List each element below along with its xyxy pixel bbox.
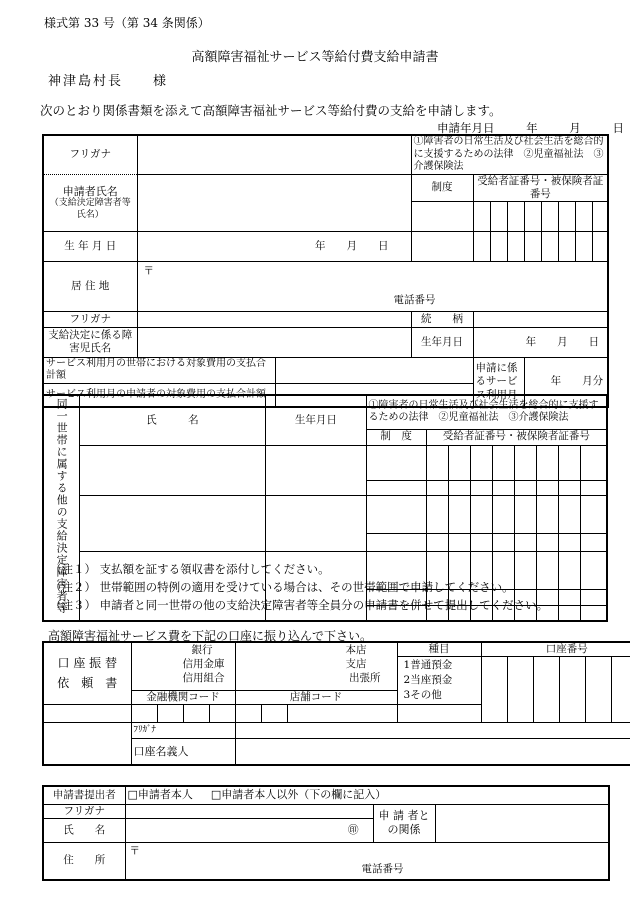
applicant-name-sublabel: （支給決定障害者等氏名） (49, 198, 131, 220)
applicant-seido-field-2[interactable] (411, 231, 473, 261)
household-name-label: 氏 名 (79, 395, 266, 445)
applicant-cert-label: 受給者証番号・被保険者証番号 (473, 174, 608, 201)
applicant-total-label: サービス利用月の申請者の対象費用の支払合計額 (43, 383, 275, 407)
submitter-furigana-label: フリガナ (43, 804, 125, 818)
child-birth-value[interactable]: 年 月 日 (473, 327, 608, 357)
submitter-address-field[interactable] (125, 842, 609, 880)
note-1: （注１） 支払額を証する領収書を添付してください。 (50, 562, 330, 576)
applicant-birth-label: 生 年 月 日 (43, 231, 137, 261)
form-number: 様式第 33 号（第 34 条関係） (44, 16, 210, 30)
kind-options[interactable] (397, 657, 481, 705)
cert-digit[interactable] (507, 201, 524, 231)
branch-code-digit[interactable] (287, 705, 397, 723)
bank-code-digit[interactable] (131, 705, 157, 723)
cert-digit[interactable] (507, 231, 524, 261)
member-name-field[interactable] (79, 495, 266, 551)
child-furigana-field[interactable] (137, 311, 411, 327)
form-title: 高額障害福祉サービス等給付費支給申請書 (191, 50, 439, 65)
child-name-field[interactable] (137, 327, 411, 357)
postal-mark: 〒 (129, 844, 140, 857)
applicant-law-note: ①障害者の日常生活及び社会生活を総合的に支援するための法律 ②児童福祉法 ③介護保険法 (411, 135, 608, 174)
branch-code-digit[interactable] (235, 705, 261, 723)
child-birth-label: 生年月日 (411, 327, 473, 357)
cert-digit[interactable] (473, 231, 490, 261)
bank-type-bank[interactable]: 銀行 (191, 644, 213, 656)
apply-date: 申請年月日 年 月 日 (437, 121, 624, 135)
submitter-table (42, 785, 610, 881)
submitter-name-field[interactable] (125, 818, 373, 842)
bank-label-1: 口 座 振 替 (57, 656, 117, 671)
bank-table (42, 641, 630, 766)
kind-toza[interactable]: 2当座預金 (403, 674, 453, 687)
cert-digit[interactable] (541, 231, 558, 261)
cert-digit[interactable] (473, 201, 490, 231)
household-seido-label: 制 度 (366, 429, 426, 445)
cert-digit[interactable] (524, 231, 541, 261)
account-digit[interactable] (559, 657, 585, 723)
applicant-address-label: 居 住 地 (43, 261, 137, 311)
account-digit[interactable] (611, 657, 630, 723)
cert-digit[interactable] (490, 231, 507, 261)
holder-name-label: 口座名義人 (131, 739, 235, 765)
applicant-address-field[interactable] (137, 261, 608, 311)
child-furigana-label: フリガナ (43, 311, 137, 327)
cert-digit[interactable] (541, 201, 558, 231)
applicant-furigana-label: フリガナ (43, 135, 137, 174)
applicant-table (42, 134, 609, 408)
member-seido-field[interactable] (366, 445, 426, 480)
submitter-relation-label: 申 請 者との関係 (373, 804, 435, 842)
child-name-label: 支給決定に係る障害児氏名 (43, 327, 137, 357)
applicant-furigana-field[interactable] (137, 135, 411, 174)
child-relation-label: 続 柄 (411, 311, 473, 327)
cert-digit[interactable] (490, 201, 507, 231)
cert-digit[interactable] (575, 201, 592, 231)
branch-type-sub[interactable]: 出張所 (349, 672, 381, 685)
addressee: 神津島村長 様 (48, 74, 169, 89)
submitter-relation-field[interactable] (435, 804, 609, 842)
submitter-label: 申請書提出者 (43, 786, 125, 804)
submitter-address-label: 住 所 (43, 842, 125, 880)
kind-field[interactable] (397, 705, 481, 723)
branch-type-main[interactable]: 本店 (345, 644, 367, 656)
note-2: （注２） 世帯範囲の特例の適用を受けている場合は、その世帯範囲で申請してください。 (50, 580, 514, 594)
account-digit[interactable] (533, 657, 559, 723)
account-number-label: 口座番号 (481, 642, 630, 657)
household-total-field[interactable] (275, 357, 473, 383)
submitter-option-self[interactable]: □申請者本人 (127, 788, 193, 802)
applicant-birth-value[interactable]: 年 月 日 (137, 231, 411, 261)
intro-text: 次のとおり関係書類を添えて高額障害福祉サービス等給付費の支給を申請します。 (40, 103, 502, 118)
postal-mark: 〒 (143, 264, 154, 277)
submitter-furigana-field[interactable] (125, 804, 373, 818)
cert-digit[interactable] (558, 201, 575, 231)
household-total-label: サービス利用月の世帯における対象費用の支払合計額 (43, 357, 275, 383)
member-seido-field[interactable] (366, 533, 426, 551)
applicant-seido-field[interactable] (411, 201, 473, 231)
household-side-label: 同一世帯に属する他の支給決定障害者等 (55, 398, 69, 614)
cert-digit[interactable] (592, 201, 608, 231)
bank-label-2: 依 頼 書 (57, 675, 118, 690)
bank-code-digit[interactable] (209, 705, 235, 723)
bank-code-label: 金融機関コード (131, 691, 235, 705)
submitter-phone-label: 電話番号 (361, 862, 404, 875)
holder-kana-label: ﾌﾘｶﾞﾅ (131, 723, 235, 739)
kind-other[interactable]: 3その他 (403, 689, 442, 702)
member-birth-field[interactable] (266, 495, 366, 551)
applicant-phone-label: 電話番号 (393, 293, 436, 306)
submitter-option-other[interactable]: □申請者本人以外（下の欄に記入） (210, 788, 387, 802)
branch-type-options[interactable] (235, 642, 397, 691)
branch-code-label: 店舗コード (235, 691, 397, 705)
household-cert-label: 受給者証番号・被保険者証番号 (426, 429, 607, 445)
branch-type-branch[interactable]: 支店 (345, 658, 367, 671)
cert-digit[interactable] (524, 201, 541, 231)
bank-type-kumiai[interactable]: 信用組合 (182, 672, 225, 685)
bank-intro: 高額障害福祉サービス費を下記の口座に振り込んで下さい。 (48, 629, 373, 643)
household-birth-label: 生年月日 (266, 395, 366, 445)
holder-kana-field[interactable] (235, 723, 630, 739)
seal-icon: ㊞ (348, 823, 359, 836)
service-month-label: 申請に係るサービス利用月 (473, 357, 524, 407)
account-digit[interactable] (481, 657, 507, 723)
member-seido-field[interactable] (366, 480, 426, 495)
bank-type-options[interactable] (131, 642, 235, 691)
applicant-seido-label: 制度 (411, 174, 473, 201)
member-name-field[interactable] (79, 445, 266, 495)
applicant-name-field[interactable] (137, 174, 411, 231)
cert-digit[interactable] (558, 231, 575, 261)
bank-code-digit[interactable] (183, 705, 209, 723)
cert-digit[interactable] (592, 231, 608, 261)
service-month-value[interactable]: 年 月分 (524, 357, 608, 407)
applicant-name-label: 申請者氏名 (62, 184, 118, 198)
notes (50, 560, 548, 614)
household-law-note: ①障害者の日常生活及び社会生活を総合的に支援するための法律 ②児童福祉法 ③介護保険法 (366, 395, 607, 429)
bank-code-digit[interactable] (157, 705, 183, 723)
kind-futsu[interactable]: 1普通預金 (403, 658, 453, 671)
child-relation-field[interactable] (473, 311, 608, 327)
bank-type-shinkin[interactable]: 信用金庫 (182, 658, 225, 671)
holder-name-field[interactable] (235, 739, 630, 765)
account-digit[interactable] (585, 657, 611, 723)
member-birth-field[interactable] (266, 445, 366, 495)
cert-digit[interactable] (575, 231, 592, 261)
branch-code-digit[interactable] (261, 705, 287, 723)
note-3: （注３） 申請者と同一世帯の他の支給決定障害者等全員分の申請書を併せて提出してください。 (50, 598, 549, 612)
submitter-name-label: 氏 名 (43, 818, 125, 842)
member-seido-field[interactable] (366, 495, 426, 533)
kind-label: 種目 (397, 642, 481, 657)
account-digit[interactable] (507, 657, 533, 723)
